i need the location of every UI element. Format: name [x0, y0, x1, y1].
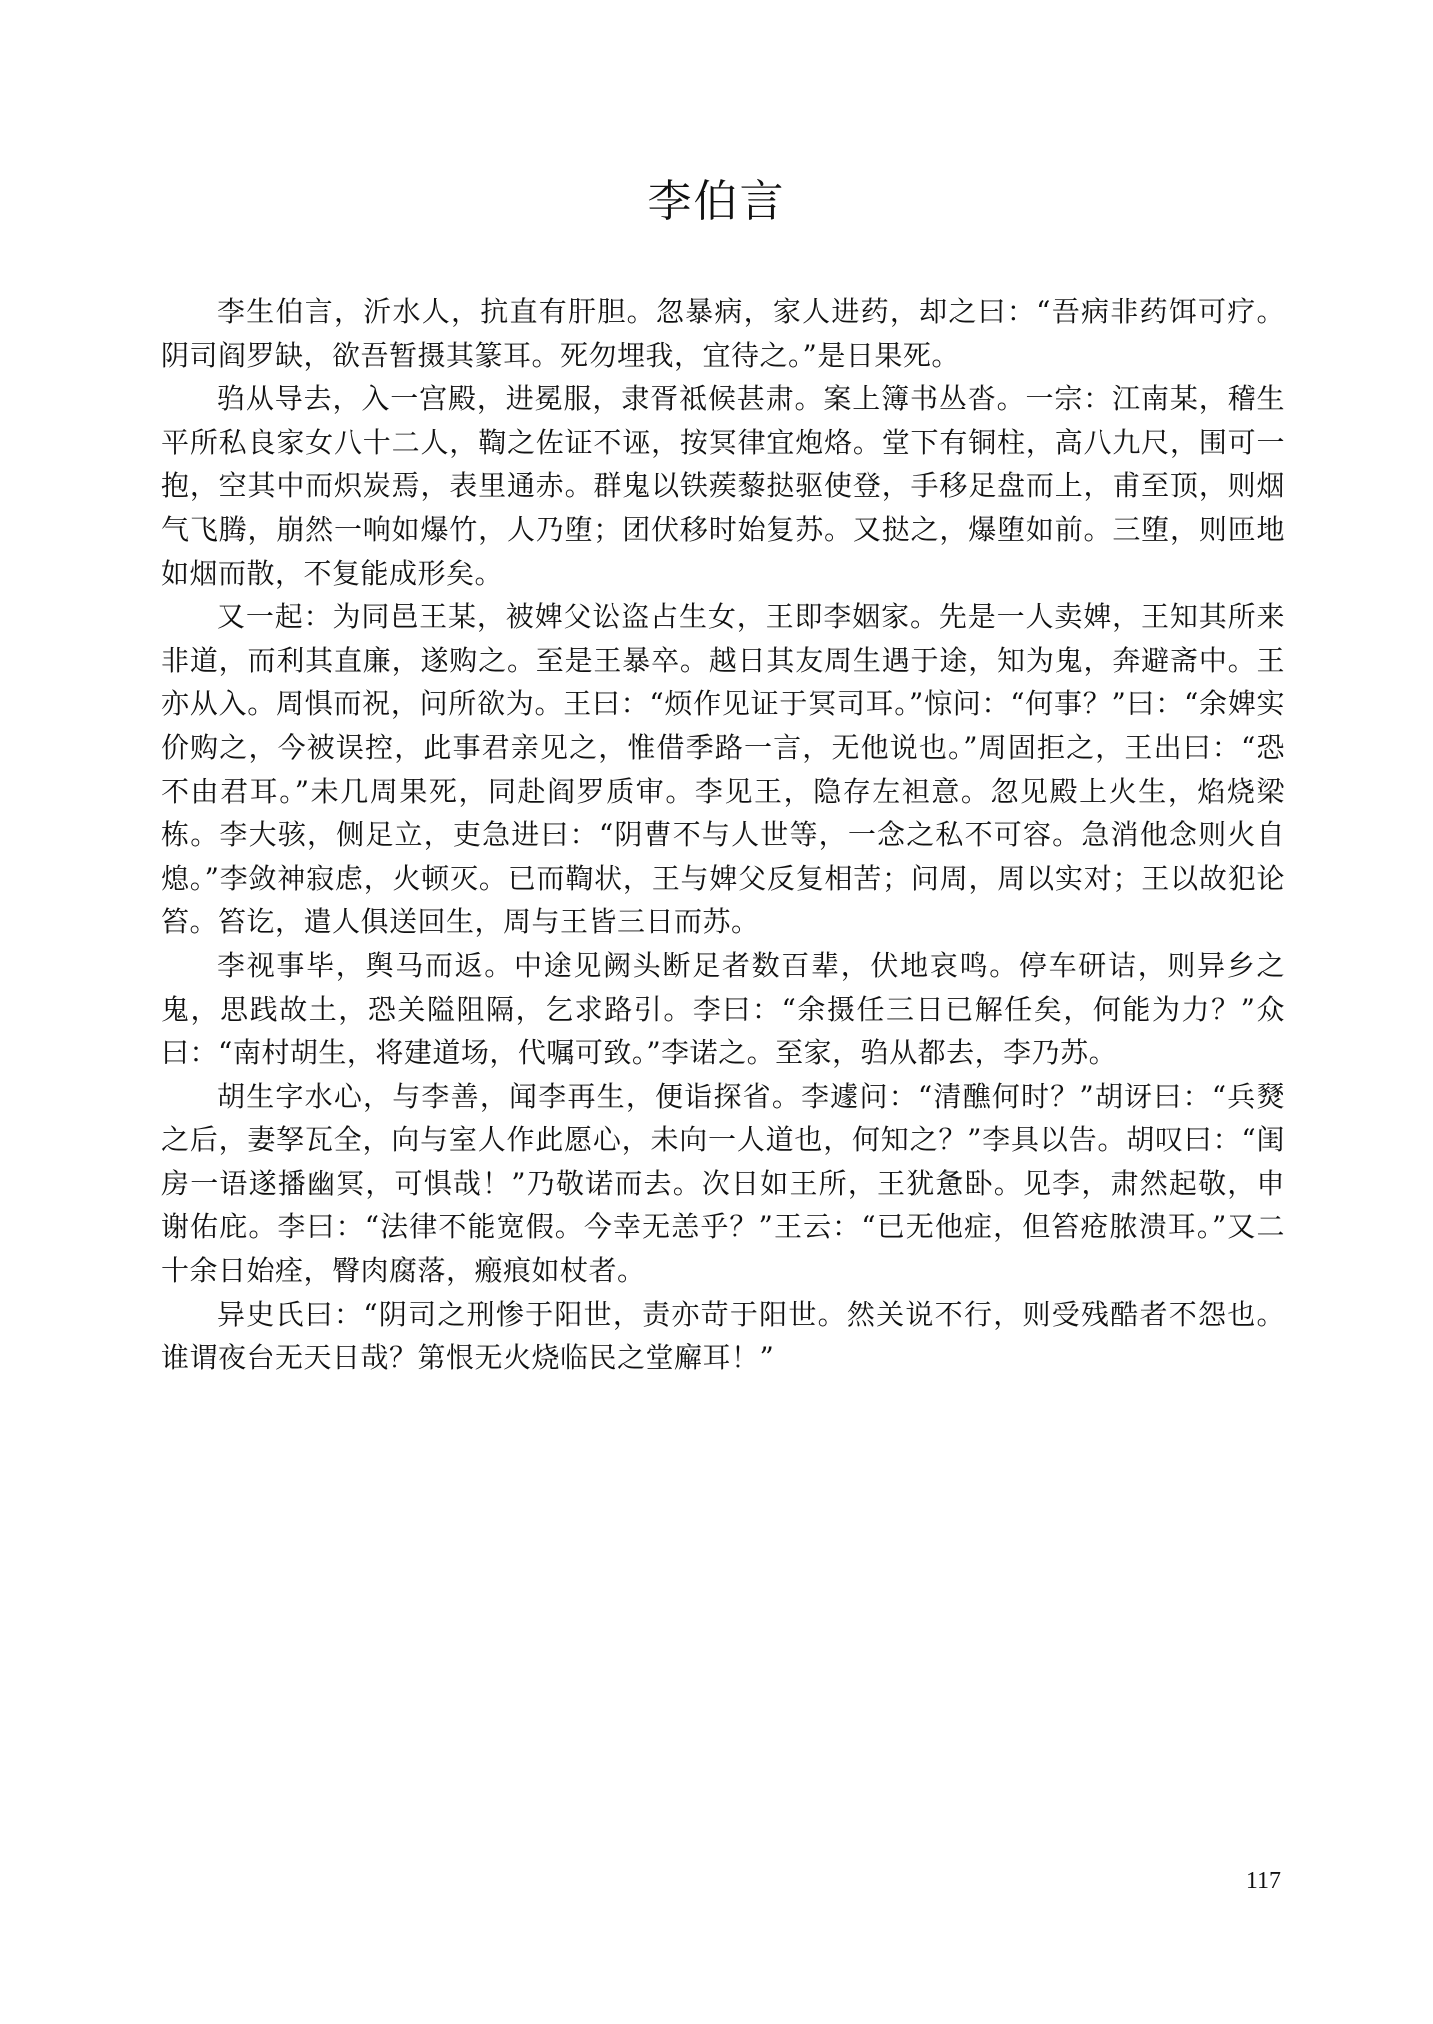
- page-title: 李伯言: [647, 176, 786, 227]
- paragraph-3: 又一起：为同邑王某，被婢父讼盗占生女，王即李姻家。先是一人卖婢，王知其所来非道，而利其直廉，遂购之。至是王暴卒。越日其友周生遇于途，知为鬼，奔避斋中。王亦从入。周惧而祝，问所欲为。王曰：“烦作见证于冥司耳。”惊问：“何事？”曰：“余婢实价购之，今被误控，此事君亲见之，惟借季路一言，无他说也。”周固拒之，王出曰：“恐不由君耳。”未几周果死，同赴阎罗质审。李见王，隐存左袒意。忽见殿上火生，焰烧梁栋。李大骇，侧足立，吏急进曰：“阴曹不与人世等，一念之私不可容。急消他念则火自熄。”李敛神寂虑，火顿灭。已而鞫状，王与婢父反复相苦；问周，周以实对；王以故犯论笞。笞讫，遣人俱送回生，周与王皆三日而苏。: [161, 600, 1285, 939]
- paragraph-5: 胡生字水心，与李善，闻李再生，便诣探省。李遽问：“清醮何时？”胡讶曰：“兵燹之后，妻孥瓦全，向与室人作此愿心，未向一人道也，何知之？”李具以告。胡叹曰：“闺房一语遂播幽冥，可惧哉！”乃敬诺而去。次日如王所，王犹惫卧。见李，肃然起敬，申谢佑庇。李曰：“法律不能宽假。今幸无恙乎？”王云：“已无他症，但笞疮脓溃耳。”又二十余日始痊，臀肉腐落，瘢痕如杖者。: [161, 1079, 1285, 1288]
- paragraph-6: 异史氏曰：“阴司之刑惨于阳世，责亦苛于阳世。然关说不行，则受残酷者不怨也。谁谓夜台无天日哉？第恨无火烧临民之堂廨耳！”: [161, 1297, 1285, 1375]
- page-number: 117: [1245, 1868, 1281, 1894]
- paragraph-2: 驺从导去，入一宫殿，进冕服，隶胥祗候甚肃。案上簿书丛沓。一宗：江南某，稽生平所私良家女八十二人，鞫之佐证不诬，按冥律宜炮烙。堂下有铜柱，高八九尺，围可一抱，空其中而炽炭焉，表里通赤。群鬼以铁蒺藜挞驱使登，手移足盘而上，甫至顶，则烟气飞腾，崩然一响如爆竹，人乃堕；团伏移时始复苏。又挞之，爆堕如前。三堕，则匝地如烟而散，不复能成形矣。: [161, 382, 1285, 590]
- paragraph-1: 李生伯言，沂水人，抗直有肝胆。忽暴病，家人进药，却之曰：“吾病非药饵可疗。阴司阎罗缺，欲吾暂摄其篆耳。死勿埋我，宜待之。”是日果死。: [161, 295, 1285, 372]
- story-body: [161, 290, 1285, 1380]
- paragraph-4: 李视事毕，舆马而返。中途见阙头断足者数百辈，伏地哀鸣。停车研诘，则异乡之鬼，思践故土，恐关隘阻隔，乞求路引。李曰：“余摄任三日已解任矣，何能为力？”众曰：“南村胡生，将建道场，代嘱可致。”李诺之。至家，驺从都去，李乃苏。: [161, 948, 1285, 1070]
